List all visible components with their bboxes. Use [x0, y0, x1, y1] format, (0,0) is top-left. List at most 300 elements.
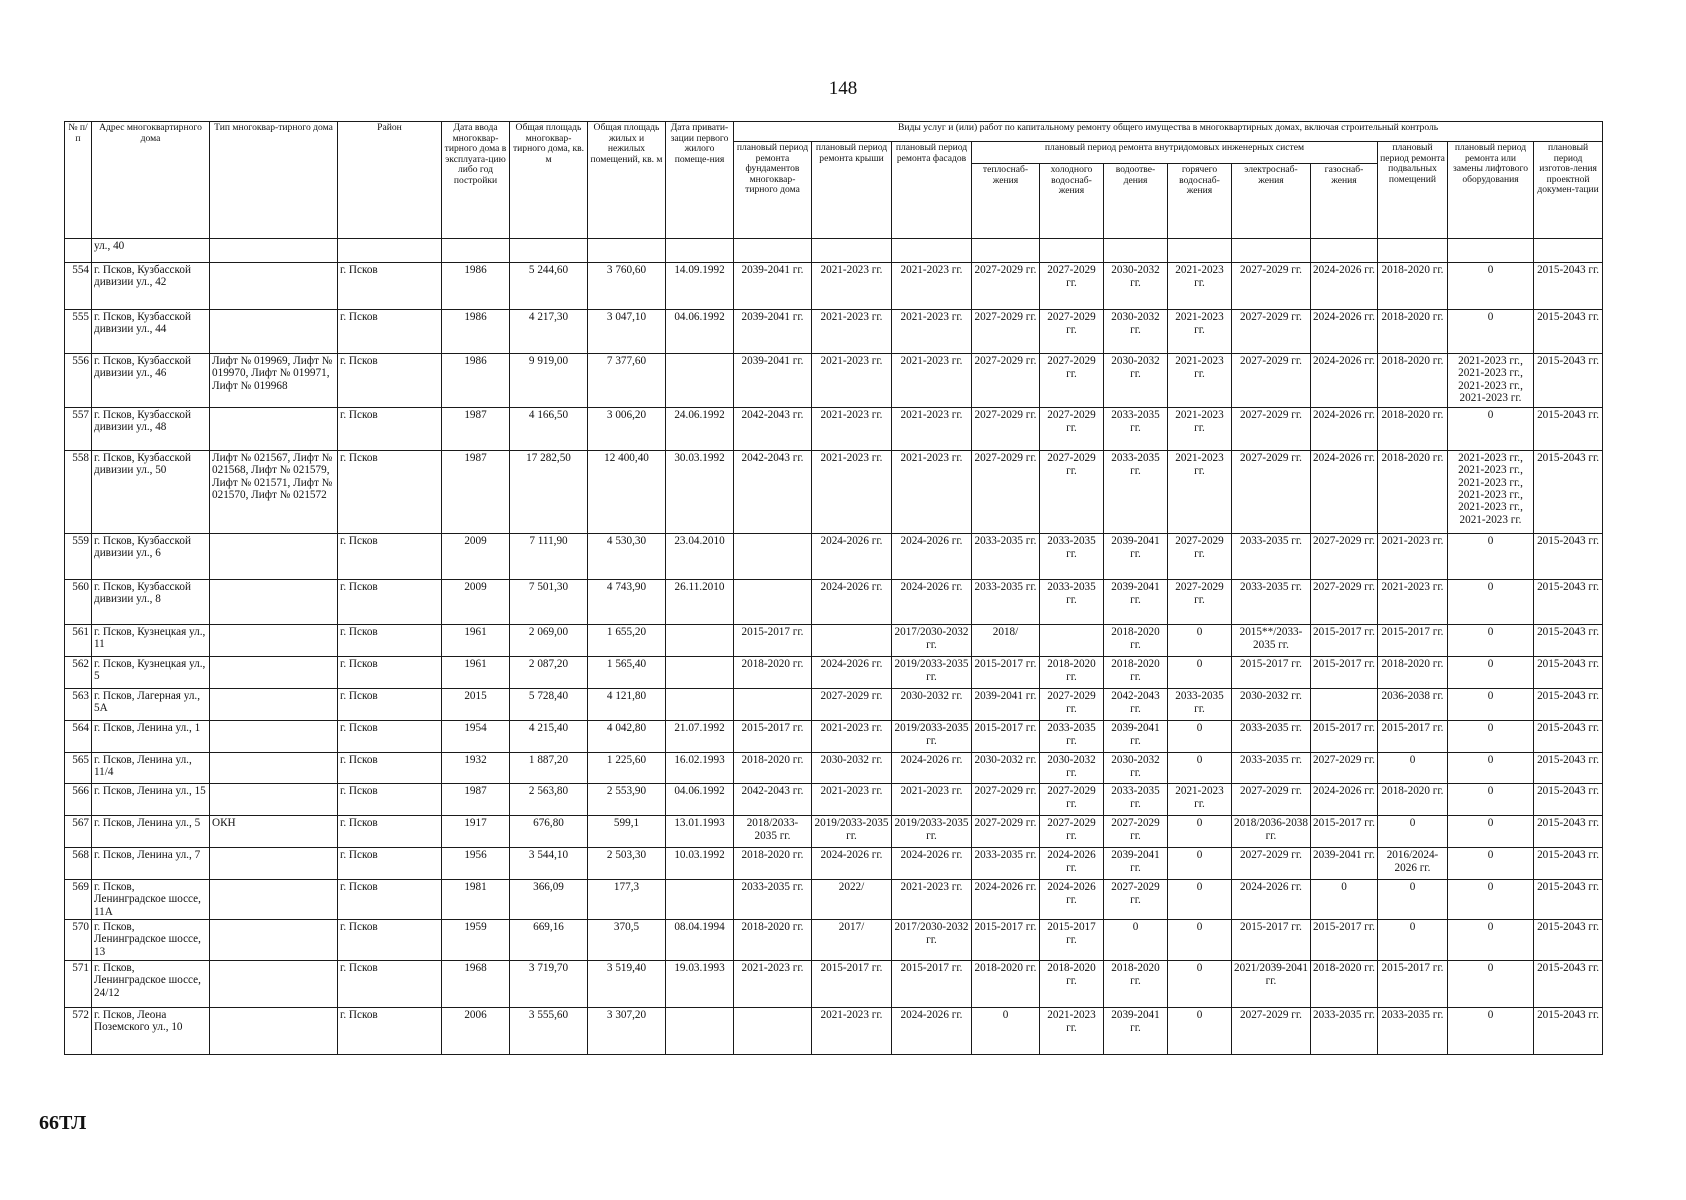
cell-type	[210, 408, 338, 451]
cell-district: г. Псков	[338, 625, 442, 657]
cell-basement: 0	[1378, 753, 1448, 784]
cell-total-area: 17 282,50	[510, 451, 588, 534]
cell-year: 1959	[442, 919, 510, 960]
cell-type	[210, 657, 338, 689]
cell-address: г. Псков, Ленинградское шоссе, 24/12	[92, 960, 210, 1007]
cell-living-area: 4 042,80	[588, 721, 666, 753]
cell-foundation	[734, 689, 812, 721]
cell-address: г. Псков, Кузбасской дивизии ул., 42	[92, 263, 210, 310]
cell-gas: 2018-2020 гг.	[1311, 960, 1378, 1007]
cell-lift: 0	[1448, 816, 1534, 848]
cell-sewer: 2018-2020 гг.	[1104, 625, 1168, 657]
cell-basement: 2021-2023 гг.	[1378, 534, 1448, 580]
cell-gas: 2015-2017 гг.	[1311, 721, 1378, 753]
cell-hot-water: 0	[1168, 625, 1232, 657]
cell-type	[210, 960, 338, 1007]
cell-privatization: 26.11.2010	[666, 580, 734, 625]
cell-address: г. Псков, Кузбасской дивизии ул., 6	[92, 534, 210, 580]
cell-project: 2015-2043 гг.	[1534, 919, 1603, 960]
cell-cold-water: 2021-2023 гг.	[1040, 1007, 1104, 1054]
cell-total-area: 3 555,60	[510, 1007, 588, 1054]
cell-total-area: 3 544,10	[510, 848, 588, 880]
cell-hot-water: 2021-2023 гг.	[1168, 451, 1232, 534]
cell-address: г. Псков, Ленина ул., 15	[92, 784, 210, 816]
cell-basement: 2015-2017 гг.	[1378, 960, 1448, 1007]
cell-type	[210, 753, 338, 784]
cell-sewer: 2042-2043 гг.	[1104, 689, 1168, 721]
cell-facade: 2015-2017 гг.	[892, 960, 972, 1007]
cell-privatization: 24.06.1992	[666, 408, 734, 451]
cell-district: г. Псков	[338, 580, 442, 625]
cell-facade: 2021-2023 гг.	[892, 310, 972, 354]
cell-sewer: 2018-2020 гг.	[1104, 960, 1168, 1007]
cell-sewer: 2030-2032 гг.	[1104, 753, 1168, 784]
cell-district: г. Псков	[338, 880, 442, 920]
cell-foundation: 2018-2020 гг.	[734, 919, 812, 960]
cell-roof: 2021-2023 гг.	[812, 451, 892, 534]
cell-address: г. Псков, Кузбасской дивизии ул., 50	[92, 451, 210, 534]
table-row	[65, 960, 1603, 1007]
cell-gas: 2015-2017 гг.	[1311, 919, 1378, 960]
cell-heat: 2015-2017 гг.	[972, 721, 1040, 753]
cell-foundation: 2039-2041 гг.	[734, 354, 812, 408]
cell-project: 2015-2043 гг.	[1534, 1007, 1603, 1054]
header-engineering: плановый период ремонта внутридомовых инженерных систем	[972, 142, 1378, 164]
header-services: Виды услуг и (или) работ по капитальному ремонту общего имущества в многоквартирных домах, включая строительный контроль	[734, 122, 1603, 142]
cell-district: г. Псков	[338, 408, 442, 451]
table-row	[65, 919, 1603, 960]
cell-basement: 2018-2020 гг.	[1378, 408, 1448, 451]
cell-type: ОКН	[210, 816, 338, 848]
cell-living-area: 1 655,20	[588, 625, 666, 657]
cell-cold-water: 2027-2029 гг.	[1040, 354, 1104, 408]
cell-lift: 0	[1448, 263, 1534, 310]
cell-roof: 2030-2032 гг.	[812, 753, 892, 784]
cell-hot-water: 0	[1168, 753, 1232, 784]
cell-lift: 0	[1448, 657, 1534, 689]
cell-heat: 2033-2035 гг.	[972, 848, 1040, 880]
cell-total-area: 1 887,20	[510, 753, 588, 784]
cell-roof: 2017/	[812, 919, 892, 960]
header-electric: электроснаб-жения	[1232, 164, 1311, 239]
cell-district: г. Псков	[338, 657, 442, 689]
cell-lift: 0	[1448, 689, 1534, 721]
cell-basement: 2015-2017 гг.	[1378, 721, 1448, 753]
cell-living-area: 1 565,40	[588, 657, 666, 689]
cell-privatization	[666, 354, 734, 408]
cell-living-area: 7 377,60	[588, 354, 666, 408]
cell-electric: 2015-2017 гг.	[1232, 657, 1311, 689]
cell-privatization: 08.04.1994	[666, 919, 734, 960]
cell-sewer: 2027-2029 гг.	[1104, 816, 1168, 848]
page-number: 148	[828, 78, 858, 99]
cell-hot-water: 0	[1168, 960, 1232, 1007]
cell-type	[210, 625, 338, 657]
cell-year: 1956	[442, 848, 510, 880]
cell-privatization	[666, 689, 734, 721]
cell-heat: 2027-2029 гг.	[972, 816, 1040, 848]
cell-hot-water: 2021-2023 гг.	[1168, 310, 1232, 354]
cell-privatization: 10.03.1992	[666, 848, 734, 880]
cell-heat: 2030-2032 гг.	[972, 753, 1040, 784]
cell-basement: 0	[1378, 880, 1448, 920]
cell-year: 1986	[442, 310, 510, 354]
cell-address: г. Псков, Кузбасской дивизии ул., 8	[92, 580, 210, 625]
cell-facade: 2017/2030-2032 гг.	[892, 625, 972, 657]
cell-num: 569	[65, 880, 92, 920]
cell-num: 567	[65, 816, 92, 848]
cell-foundation: 2042-2043 гг.	[734, 784, 812, 816]
cell-num: 564	[65, 721, 92, 753]
cell-basement: 2015-2017 гг.	[1378, 625, 1448, 657]
cell-total-area: 2 069,00	[510, 625, 588, 657]
cell-project: 2015-2043 гг.	[1534, 880, 1603, 920]
cell-privatization: 04.06.1992	[666, 310, 734, 354]
cell-year: 1917	[442, 816, 510, 848]
cell-heat: 2033-2035 гг.	[972, 534, 1040, 580]
header-hot-water: горячего водоснаб-жения	[1168, 164, 1232, 239]
cell-roof: 2027-2029 гг.	[812, 689, 892, 721]
cell-address: г. Псков, Кузбасской дивизии ул., 46	[92, 354, 210, 408]
table-row	[65, 848, 1603, 880]
cell-electric: 2033-2035 гг.	[1232, 753, 1311, 784]
cell-type: Лифт № 019969, Лифт № 019970, Лифт № 019971, Лифт № 019968	[210, 354, 338, 408]
cell-foundation: 2018-2020 гг.	[734, 657, 812, 689]
cell-type	[210, 1007, 338, 1054]
cell-lift: 0	[1448, 960, 1534, 1007]
cell-cold-water: 2033-2035 гг.	[1040, 580, 1104, 625]
cell-lift: 0	[1448, 625, 1534, 657]
cell-hot-water: 2021-2023 гг.	[1168, 354, 1232, 408]
cell-cold-water: 2027-2029 гг.	[1040, 263, 1104, 310]
cell-sewer: 0	[1104, 919, 1168, 960]
cell-privatization	[666, 657, 734, 689]
cell-basement: 2036-2038 гг.	[1378, 689, 1448, 721]
cell-facade: 2024-2026 гг.	[892, 753, 972, 784]
cell-sewer: 2018-2020 гг.	[1104, 657, 1168, 689]
cell-cold-water: 2027-2029 гг.	[1040, 816, 1104, 848]
cell-sewer: 2039-2041 гг.	[1104, 1007, 1168, 1054]
cell-living-area: 12 400,40	[588, 451, 666, 534]
header-sewer: водоотве-дения	[1104, 164, 1168, 239]
table-header	[65, 122, 1603, 239]
cell-address: г. Псков, Лагерная ул., 5А	[92, 689, 210, 721]
cell-district: г. Псков	[338, 451, 442, 534]
cell-district: г. Псков	[338, 960, 442, 1007]
cell-gas: 2027-2029 гг.	[1311, 753, 1378, 784]
cell-privatization	[666, 625, 734, 657]
cell-address: г. Псков, Ленина ул., 5	[92, 816, 210, 848]
cell-foundation: 2042-2043 гг.	[734, 408, 812, 451]
cell-gas: 2024-2026 гг.	[1311, 263, 1378, 310]
cell-num: 561	[65, 625, 92, 657]
cell-heat: 2027-2029 гг.	[972, 408, 1040, 451]
cell-roof: 2015-2017 гг.	[812, 960, 892, 1007]
cell-project: 2015-2043 гг.	[1534, 263, 1603, 310]
cell-cold-water: 2015-2017 гг.	[1040, 919, 1104, 960]
cell-electric: 2027-2029 гг.	[1232, 451, 1311, 534]
cell-electric: 2033-2035 гг.	[1232, 721, 1311, 753]
cell-district: г. Псков	[338, 753, 442, 784]
cell-address: г. Псков, Кузбасской дивизии ул., 44	[92, 310, 210, 354]
cell-address: г. Псков, Ленинградское шоссе, 11А	[92, 880, 210, 920]
cell-total-area: 5 728,40	[510, 689, 588, 721]
cell-living-area: 3 307,20	[588, 1007, 666, 1054]
cell-basement: 2018-2020 гг.	[1378, 657, 1448, 689]
header-type: Тип многоквар-тирного дома	[210, 122, 338, 239]
cell-foundation: 2018-2020 гг.	[734, 753, 812, 784]
cell-cold-water: 2027-2029 гг.	[1040, 408, 1104, 451]
cell-total-area: 9 919,00	[510, 354, 588, 408]
cell-living-area: 4 530,30	[588, 534, 666, 580]
header-heat: теплоснаб-жения	[972, 164, 1040, 239]
cell-basement: 2018-2020 гг.	[1378, 263, 1448, 310]
cell-num: 570	[65, 919, 92, 960]
cell-roof: 2021-2023 гг.	[812, 784, 892, 816]
cell-num: 566	[65, 784, 92, 816]
cell-district: г. Псков	[338, 354, 442, 408]
cell-facade: 2024-2026 гг.	[892, 580, 972, 625]
cell-num: 554	[65, 263, 92, 310]
cell-hot-water: 0	[1168, 919, 1232, 960]
cell-facade: 2024-2026 гг.	[892, 1007, 972, 1054]
cell-foundation	[734, 580, 812, 625]
cell-privatization: 23.04.2010	[666, 534, 734, 580]
header-total-area: Общая площадь многоквар-тирного дома, кв. м	[510, 122, 588, 239]
cell-gas: 2033-2035 гг.	[1311, 1007, 1378, 1054]
cell-hot-water: 2021-2023 гг.	[1168, 263, 1232, 310]
cell-hot-water: 2021-2023 гг.	[1168, 784, 1232, 816]
cell-living-area: 3 047,10	[588, 310, 666, 354]
header-gas: газоснаб-жения	[1311, 164, 1378, 239]
cell-privatization: 13.01.1993	[666, 816, 734, 848]
cell-electric: 2021/2039-2041 гг.	[1232, 960, 1311, 1007]
cell-facade: 2024-2026 гг.	[892, 534, 972, 580]
cell-district: г. Псков	[338, 848, 442, 880]
cell-sewer: 2039-2041 гг.	[1104, 580, 1168, 625]
cell-gas	[1311, 689, 1378, 721]
cell-electric: 2015**/2033-2035 гг.	[1232, 625, 1311, 657]
cell-sewer: 2030-2032 гг.	[1104, 354, 1168, 408]
cell-basement: 2018-2020 гг.	[1378, 354, 1448, 408]
cell-foundation: 2015-2017 гг.	[734, 625, 812, 657]
cell-roof: 2024-2026 гг.	[812, 848, 892, 880]
cell-hot-water: 2027-2029 гг.	[1168, 534, 1232, 580]
cell-project: 2015-2043 гг.	[1534, 408, 1603, 451]
cell-num: 568	[65, 848, 92, 880]
cell-type	[210, 580, 338, 625]
header-cold-water: холодного водоснаб-жения	[1040, 164, 1104, 239]
cell-district: г. Псков	[338, 263, 442, 310]
cell-total-area: 5 244,60	[510, 263, 588, 310]
cell-privatization: 21.07.1992	[666, 721, 734, 753]
cell-basement: 0	[1378, 816, 1448, 848]
cell-electric: 2018/2036-2038 гг.	[1232, 816, 1311, 848]
cell-facade: 2019/2033-2035 гг.	[892, 657, 972, 689]
table-row	[65, 408, 1603, 451]
footer-code: 66ТЛ	[39, 1112, 87, 1134]
table-row	[65, 689, 1603, 721]
cell-project: 2015-2043 гг.	[1534, 721, 1603, 753]
table-row	[65, 263, 1603, 310]
cell-cold-water: 2024-2026 гг.	[1040, 848, 1104, 880]
cell-cold-water	[1040, 625, 1104, 657]
cell-foundation: 2015-2017 гг.	[734, 721, 812, 753]
cell-hot-water: 0	[1168, 848, 1232, 880]
cell-heat: 2039-2041 гг.	[972, 689, 1040, 721]
cell-living-area: 370,5	[588, 919, 666, 960]
table-row	[65, 580, 1603, 625]
cell-cold-water: 2033-2035 гг.	[1040, 721, 1104, 753]
cell-lift: 0	[1448, 721, 1534, 753]
cell-project: 2015-2043 гг.	[1534, 753, 1603, 784]
cell-facade: 2024-2026 гг.	[892, 848, 972, 880]
cell-total-area: 7 111,90	[510, 534, 588, 580]
cell-living-area: 2 553,90	[588, 784, 666, 816]
cell-gas: 2024-2026 гг.	[1311, 408, 1378, 451]
cell-lift: 0	[1448, 919, 1534, 960]
cell-facade: 2021-2023 гг.	[892, 784, 972, 816]
cell-foundation: 2018/2033-2035 гг.	[734, 816, 812, 848]
cell-heat: 2015-2017 гг.	[972, 657, 1040, 689]
header-district: Район	[338, 122, 442, 239]
cell-year: 1986	[442, 263, 510, 310]
cell-facade: 2021-2023 гг.	[892, 263, 972, 310]
cell-cold-water: 2030-2032 гг.	[1040, 753, 1104, 784]
cell-lift: 0	[1448, 1007, 1534, 1054]
cell-year: 1981	[442, 880, 510, 920]
cell-num: 558	[65, 451, 92, 534]
cell-type	[210, 721, 338, 753]
cell-electric: 2015-2017 гг.	[1232, 919, 1311, 960]
cell-project: 2015-2043 гг.	[1534, 451, 1603, 534]
cell-roof: 2024-2026 гг.	[812, 534, 892, 580]
cell-year: 1961	[442, 625, 510, 657]
cell-facade: 2019/2033-2035 гг.	[892, 721, 972, 753]
cell-type	[210, 848, 338, 880]
cell-sewer: 2039-2041 гг.	[1104, 848, 1168, 880]
cell-total-area: 676,80	[510, 816, 588, 848]
cell-lift: 0	[1448, 408, 1534, 451]
cell-privatization: 04.06.1992	[666, 784, 734, 816]
cell-cold-water: 2027-2029 гг.	[1040, 451, 1104, 534]
cell-privatization: 19.03.1993	[666, 960, 734, 1007]
cell-electric: 2027-2029 гг.	[1232, 263, 1311, 310]
cell-gas: 0	[1311, 880, 1378, 920]
cell-total-area: 669,16	[510, 919, 588, 960]
cell-address: г. Псков, Ленинградское шоссе, 13	[92, 919, 210, 960]
cell-roof: 2021-2023 гг.	[812, 263, 892, 310]
cell-gas: 2024-2026 гг.	[1311, 784, 1378, 816]
header-basement: плановый период ремонта подвальных помещений	[1378, 142, 1448, 239]
cell-project: 2015-2043 гг.	[1534, 960, 1603, 1007]
cell-gas: 2015-2017 гг.	[1311, 657, 1378, 689]
cell-num: 562	[65, 657, 92, 689]
cell-year: 2006	[442, 1007, 510, 1054]
cell-lift: 0	[1448, 753, 1534, 784]
cell-roof	[812, 625, 892, 657]
cell-type	[210, 919, 338, 960]
cell-lift: 2021-2023 гг., 2021-2023 гг., 2021-2023 гг., 2021-2023 гг.	[1448, 354, 1534, 408]
table-row	[65, 534, 1603, 580]
cell-gas: 2015-2017 гг.	[1311, 625, 1378, 657]
table-row	[65, 784, 1603, 816]
cell-address: г. Псков, Ленина ул., 11/4	[92, 753, 210, 784]
cell-facade: 2021-2023 гг.	[892, 408, 972, 451]
cell-num: 563	[65, 689, 92, 721]
cell-gas: 2039-2041 гг.	[1311, 848, 1378, 880]
cell-district: г. Псков	[338, 534, 442, 580]
cell-project: 2015-2043 гг.	[1534, 657, 1603, 689]
cell-facade: 2021-2023 гг.	[892, 880, 972, 920]
cell-type	[210, 689, 338, 721]
cell-lift: 0	[1448, 880, 1534, 920]
cell-num: 556	[65, 354, 92, 408]
cell-total-area: 2 563,80	[510, 784, 588, 816]
cell-heat: 2033-2035 гг.	[972, 580, 1040, 625]
cell-sewer: 2030-2032 гг.	[1104, 263, 1168, 310]
cell-sewer: 2030-2032 гг.	[1104, 310, 1168, 354]
cell-foundation: 2021-2023 гг.	[734, 960, 812, 1007]
cell-electric: 2027-2029 гг.	[1232, 1007, 1311, 1054]
cell-hot-water: 0	[1168, 816, 1232, 848]
header-project: плановый период изготов-ления проектной докумен-тации	[1534, 142, 1603, 239]
cell-roof: 2024-2026 гг.	[812, 580, 892, 625]
cell-cold-water: 2027-2029 гг.	[1040, 689, 1104, 721]
table-body	[65, 239, 1603, 1055]
cell-year: 2009	[442, 580, 510, 625]
header-num: № п/п	[65, 122, 92, 239]
cell-heat: 0	[972, 1007, 1040, 1054]
cell-basement: 2018-2020 гг.	[1378, 451, 1448, 534]
cell-gas: 2024-2026 гг.	[1311, 354, 1378, 408]
cell-num: 555	[65, 310, 92, 354]
cell-district: г. Псков	[338, 310, 442, 354]
cell-electric: 2027-2029 гг.	[1232, 784, 1311, 816]
cell-facade: 2019/2033-2035 гг.	[892, 816, 972, 848]
cell-hot-water: 0	[1168, 1007, 1232, 1054]
cell-foundation: 2039-2041 гг.	[734, 310, 812, 354]
table-row	[65, 816, 1603, 848]
cell-roof: 2022/	[812, 880, 892, 920]
cell-type	[210, 263, 338, 310]
table-row	[65, 721, 1603, 753]
cell-heat: 2027-2029 гг.	[972, 451, 1040, 534]
cell-type	[210, 880, 338, 920]
header-facade: плановый период ремонта фасадов	[892, 142, 972, 239]
cell-num: 572	[65, 1007, 92, 1054]
cell-project: 2015-2043 гг.	[1534, 689, 1603, 721]
cell-project: 2015-2043 гг.	[1534, 816, 1603, 848]
cell-total-area: 4 166,50	[510, 408, 588, 451]
cell-sewer: 2027-2029 гг.	[1104, 880, 1168, 920]
cell-district: г. Псков	[338, 919, 442, 960]
cell-sewer: 2039-2041 гг.	[1104, 534, 1168, 580]
cell-electric: 2027-2029 гг.	[1232, 408, 1311, 451]
cell-lift: 0	[1448, 310, 1534, 354]
cell-heat: 2027-2029 гг.	[972, 263, 1040, 310]
cell-total-area: 3 719,70	[510, 960, 588, 1007]
cell-privatization	[666, 1007, 734, 1054]
cell-hot-water: 0	[1168, 880, 1232, 920]
header-foundation: плановый период ремонта фундаментов многоквар-тирного дома	[734, 142, 812, 239]
cell-cold-water: 2027-2029 гг.	[1040, 310, 1104, 354]
cell-year: 1987	[442, 784, 510, 816]
cell-address: г. Псков, Кузбасской дивизии ул., 48	[92, 408, 210, 451]
cell-year: 1954	[442, 721, 510, 753]
cell-electric: 2027-2029 гг.	[1232, 354, 1311, 408]
cell-district: г. Псков	[338, 721, 442, 753]
